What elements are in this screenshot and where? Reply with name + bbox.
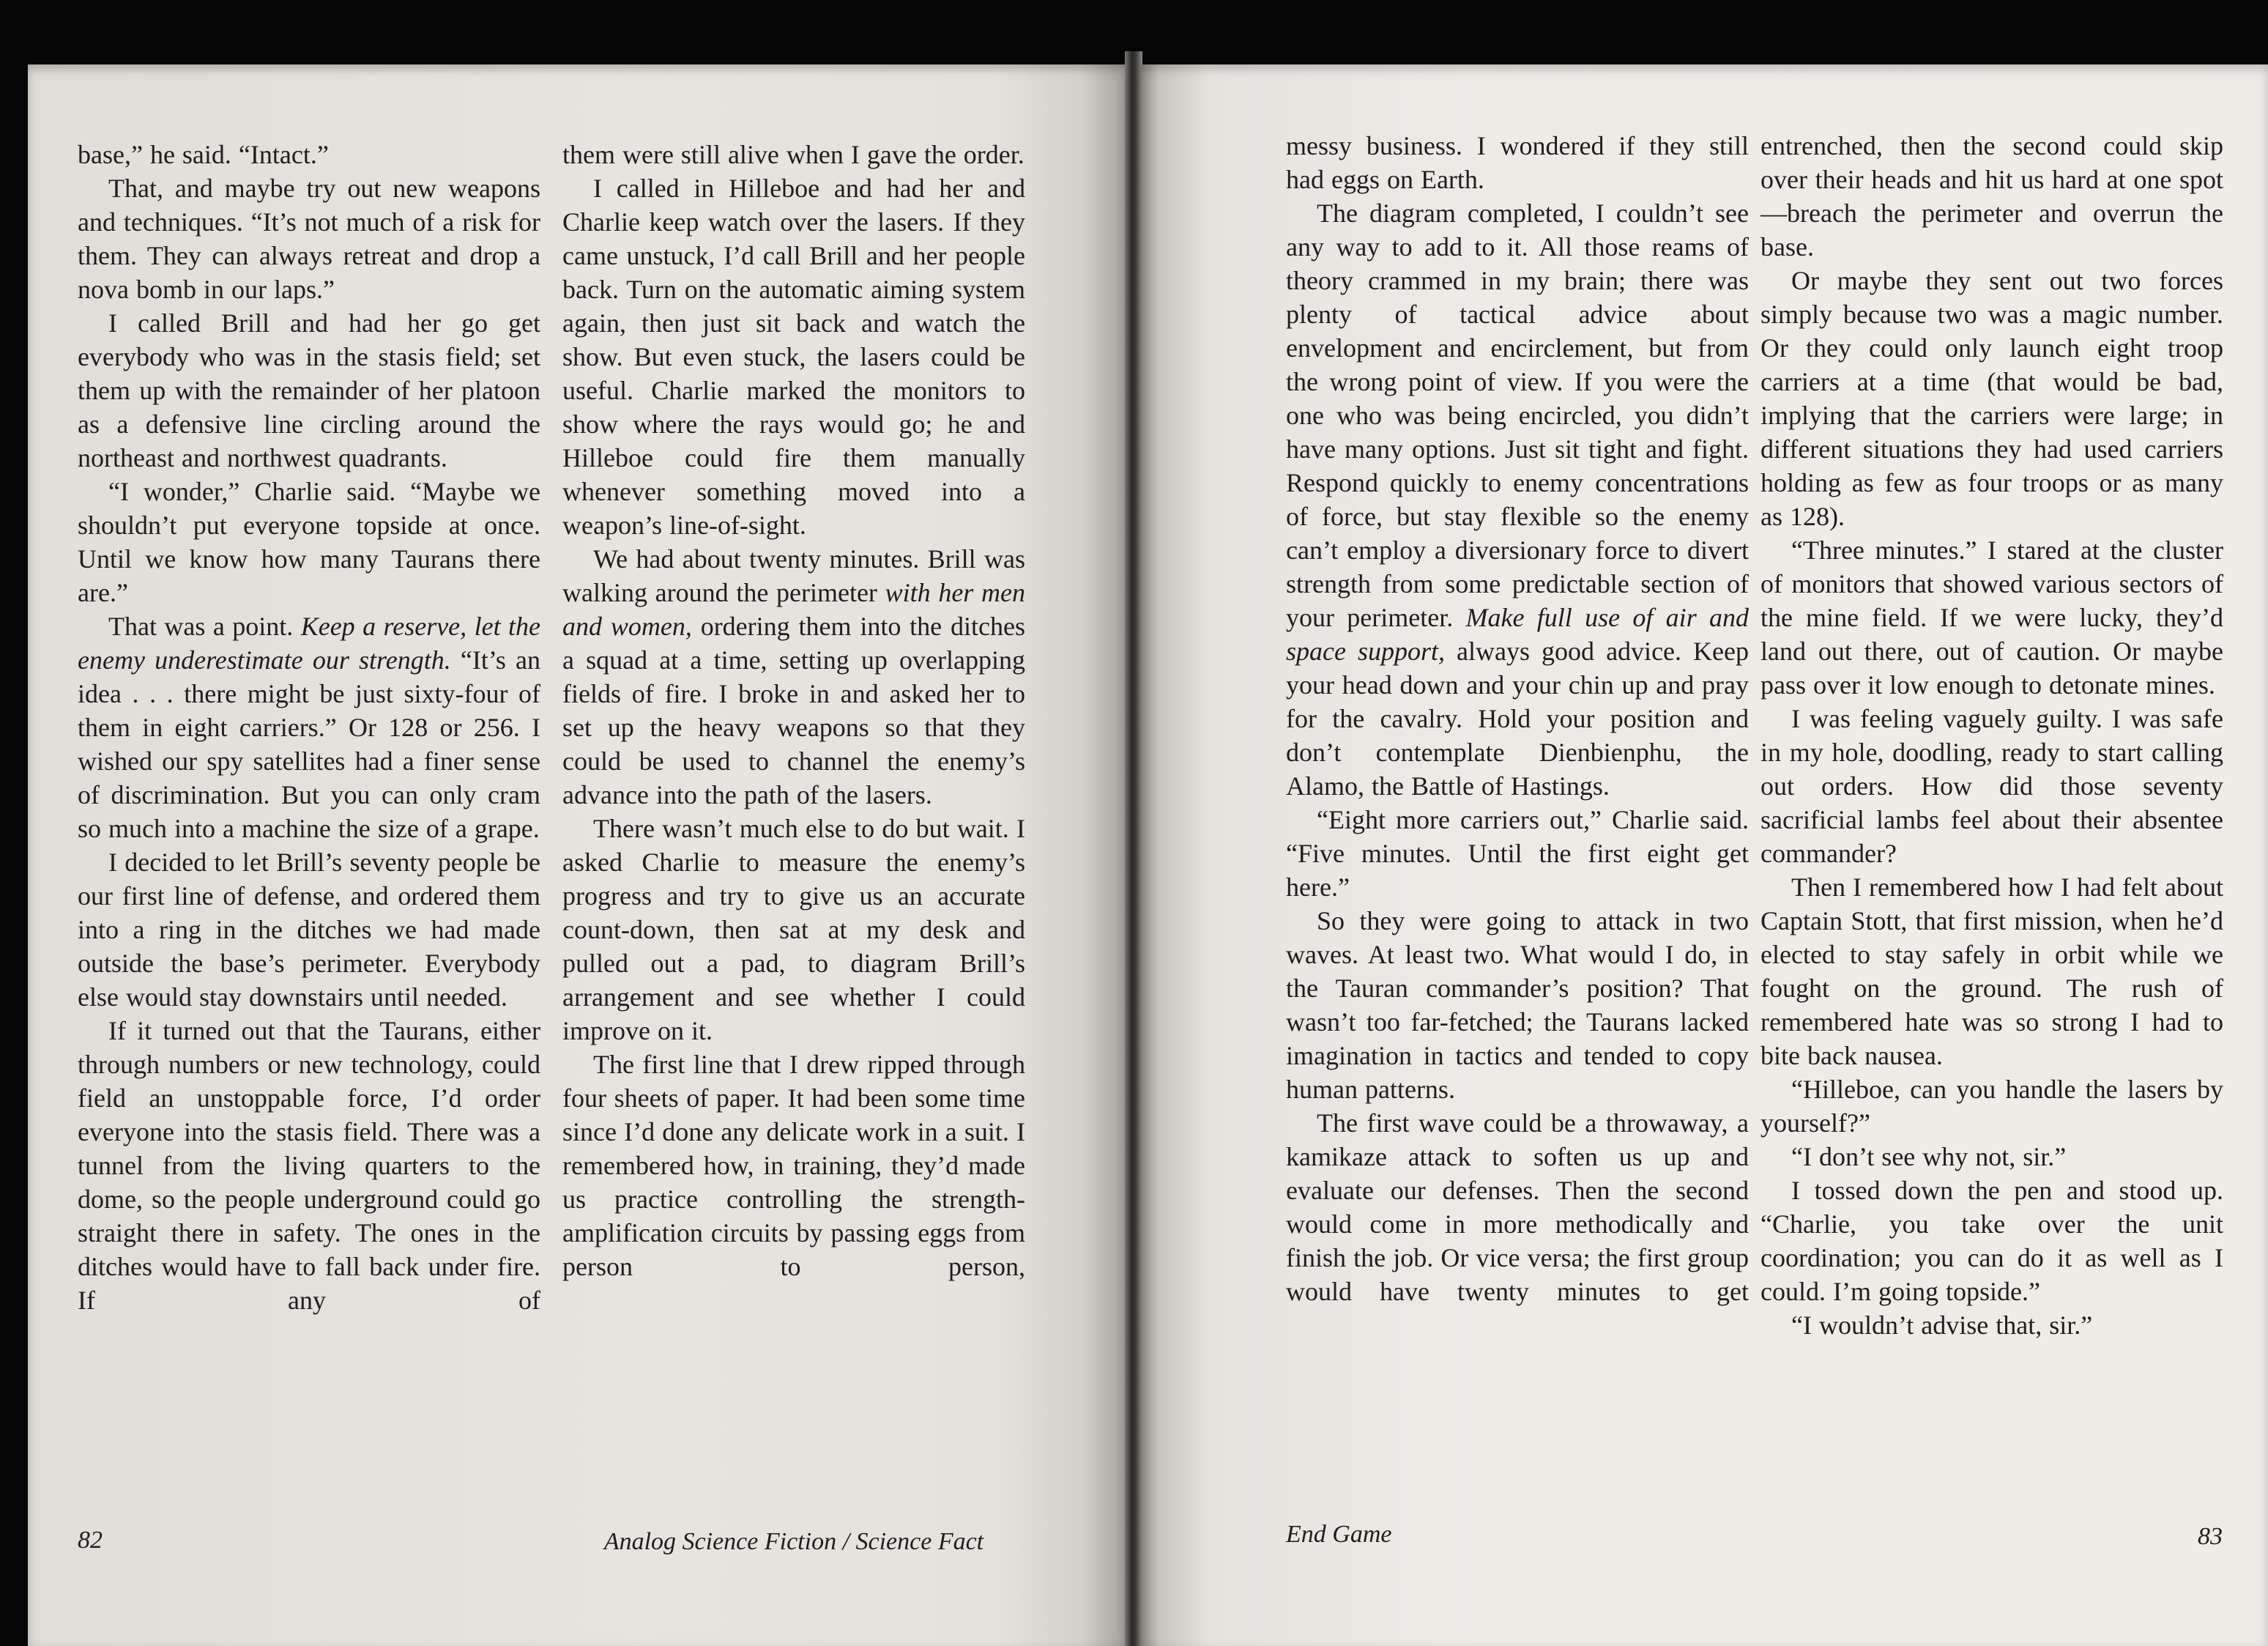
text-column-3	[1286, 129, 1749, 1308]
paragraph: The first line that I drew ripped through four sheets of paper. It had been some time since I’d done any delicate work in a suit. I remembered how, in training, they’d made us practice controlling the strength-amplification circuits by passing eggs from person to person,	[562, 1050, 1025, 1281]
text-column-1	[78, 138, 540, 1317]
paragraph: If it turned out that the Taurans, either through numbers or new technology, could field an unstoppable force, I’d order everyone into the stasis field. There was a tunnel from the living quarters to the dome, so the people underground could go straight there in safety. The ones in the ditches would have to fall back under fire. If any of	[78, 1016, 540, 1315]
paragraph: them were still alive when I gave the order.	[562, 140, 1025, 169]
paragraph: “I don’t see why not, sir.”	[1791, 1142, 2067, 1171]
paragraph: The diagram completed, I couldn’t see any way to add to it. All those reams of theory crammed in my brain; there was plenty of tactical advice about envelopment and encirclement, but from the wrong point of view. If you were the one who was being encircled, you didn’t have many options. Just sit tight and fight. Respond quickly to enemy concentrations of force, but stay flexible so the enemy can’t employ a diversionary force to divert strength from some predictable section of your perimeter. Make full use of air and space support, always good advice. Keep your head down and your chin up and pray for the cavalry. Hold your position and don’t contemplate Dienbienphu, the Alamo, the Battle of Hastings.	[1286, 199, 1750, 801]
left-page	[28, 64, 1126, 1646]
paragraph: I called in Hilleboe and had her and Charlie keep watch over the lasers. If they came unstuck, I’d call Brill and her people back. Turn on the automatic aiming system again, then just sit back and watch the show. But even stuck, the lasers could be useful. Charlie marked the monitors to show where the rays would go; he and Hilleboe could fire them manually whenever something moved into a weapon’s line-of-sight.	[562, 174, 1025, 540]
italic-phrase: Make full use of air and space support,	[1286, 603, 1750, 666]
paragraph: “Hilleboe, can you handle the lasers by yourself?”	[1761, 1075, 2223, 1138]
paragraph: messy business. I wondered if they still had eggs on Earth.	[1286, 131, 1749, 194]
paragraph: That, and maybe try out new weapons and techniques. “It’s not much of a risk for them. They can always retreat and drop a nova bomb in our laps.”	[78, 174, 540, 304]
running-footer-right: End Game	[1286, 1521, 1392, 1548]
paragraph: Or maybe they sent out two forces simply because two was a magic number. Or they could only launch eight troop carriers at a time (that would be bad, implying that the carriers were large; in different situations they had used carriers holding as few as four troops or as many as 128).	[1761, 266, 2223, 531]
text-column-2	[562, 138, 1025, 1283]
paragraph: So they were going to attack in two waves. At least two. What would I do, in the Tauran commander’s position? That wasn’t too far-fetched; the Taurans lacked imagination in tactics and tended to copy human patterns.	[1286, 906, 1749, 1104]
page-gutter	[1125, 51, 1142, 1646]
paragraph: I called Brill and had her go get everybody who was in the stasis field; set them up with the remainder of her platoon as a defensive line circling around the northeast and northwest quadrants.	[78, 308, 540, 472]
page-number-right: 83	[2198, 1523, 2223, 1550]
paragraph: I was feeling vaguely guilty. I was safe in my hole, doodling, ready to start calling out orders. How did those seventy sacrificial lambs feel about their absentee commander?	[1761, 704, 2223, 868]
right-page	[1141, 64, 2268, 1646]
paragraph: I decided to let Brill’s seventy people be our first line of defense, and ordered them into a ring in the ditches we had made outside the base’s perimeter. Everybody else would stay downstairs until needed.	[78, 848, 540, 1012]
italic-phrase: Keep a reserve, let the enemy underestimate our strength.	[78, 612, 540, 675]
paragraph: Then I remembered how I had felt about Captain Stott, that first mission, when he’d elected to stay safely in orbit while we fought on the ground. The rush of remembered hate was so strong I had to bite back nausea.	[1761, 872, 2223, 1070]
paragraph: That was a point. Keep a reserve, let the enemy underestimate our strength. “It’s an idea . . . there might be just sixty-four of them in eight carriers.” Or 128 or 256. I wished our spy satellites had a finer sense of discrimination. But you can only cram so much into a machine the size of a grape.	[78, 612, 540, 843]
paragraph: I tossed down the pen and stood up. “Charlie, you take over the unit coordination; you can do it as well as I could. I’m going topside.”	[1761, 1176, 2223, 1306]
paragraph: The first wave could be a throwaway, a kamikaze attack to soften us up and evaluate our defenses. Then the second would come in more methodically and finish the job. Or vice versa; the first group would have twenty minutes to get	[1286, 1108, 1749, 1306]
paragraph: “I wonder,” Charlie said. “Maybe we shouldn’t put everyone topside at once. Until we know how many Taurans there are.”	[78, 477, 540, 607]
page-number-left: 82	[78, 1527, 103, 1554]
text-column-4	[1761, 129, 2223, 1342]
paragraph: There wasn’t much else to do but wait. I asked Charlie to measure the enemy’s progress and try to give us an accurate count-down, then sat at my desk and pulled out a pad, to diagram Brill’s arrangement and see whether I could improve on it.	[562, 814, 1025, 1045]
italic-phrase: with her men and women,	[562, 578, 1025, 641]
paragraph: “I wouldn’t advise that, sir.”	[1791, 1311, 2093, 1340]
paragraph: “Eight more carriers out,” Charlie said. “Five minutes. Until the first eight get here.”	[1286, 805, 1749, 902]
paragraph: base,” he said. “Intact.”	[78, 140, 329, 169]
running-footer-left: Analog Science Fiction / Science Fact	[603, 1528, 984, 1555]
paragraph: entrenched, then the second could skip over their heads and hit us hard at one spot—breach the perimeter and overrun the base.	[1761, 131, 2223, 262]
paragraph: “Three minutes.” I stared at the cluster of monitors that showed various sectors of the mine field. If we were lucky, they’d land out there, out of caution. Or maybe pass over it low enough to detonate mines.	[1761, 535, 2223, 700]
paragraph: We had about twenty minutes. Brill was walking around the perimeter with her men and women, ordering them into the ditches a squad at a time, setting up overlapping fields of fire. I broke in and asked her to set up the heavy weapons so that they could be used to channel the enemy’s advance into the path of the lasers.	[562, 544, 1025, 809]
